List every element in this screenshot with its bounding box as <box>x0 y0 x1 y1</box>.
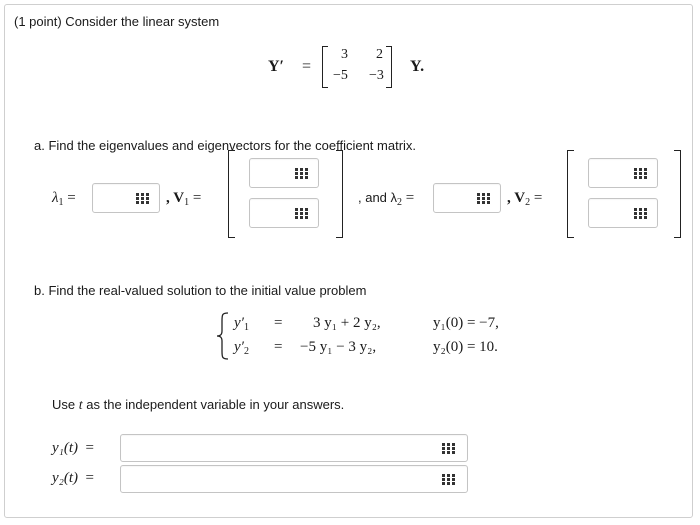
eq1-rhs: 3 y₁ + 2 y₂, <box>313 315 381 331</box>
matrix-entry-r1c2: 2 <box>376 47 383 62</box>
y-vector-symbol: Y. <box>410 58 425 75</box>
y1-label: y₁(t) = <box>52 440 94 456</box>
grid-icon[interactable] <box>629 162 653 184</box>
v2-bottom-input[interactable] <box>588 198 658 228</box>
eq2-lhs: $y'_2$ <box>234 339 249 357</box>
matrix-entry-r1c1: 3 <box>341 47 348 62</box>
part-a-prompt: a. Find the eigenvalues and eigenvectors for the coefficient matrix. <box>34 138 417 153</box>
y-prime-symbol: Y′ <box>268 58 285 75</box>
v2-top-input[interactable] <box>588 158 658 188</box>
lambda1-label: $\lambda_1$ = <box>52 190 76 208</box>
system-brace <box>216 311 230 361</box>
question-header: (1 point) Consider the linear system <box>14 14 220 29</box>
v1-top-input[interactable] <box>249 158 319 188</box>
grid-icon[interactable] <box>437 468 461 490</box>
grid-icon[interactable] <box>472 187 496 209</box>
y1-input[interactable] <box>120 434 468 462</box>
eq2-initial-condition: y₂(0) = 10. <box>433 339 498 355</box>
grid-icon[interactable] <box>437 437 461 459</box>
lambda1-input[interactable] <box>92 183 160 213</box>
lambda2-label: , and $\lambda_2$ = <box>358 190 415 208</box>
y2-input[interactable] <box>120 465 468 493</box>
y2-label: y₂(t) = <box>52 470 94 486</box>
eq1-equals: = <box>274 315 283 331</box>
grid-icon[interactable] <box>290 162 314 184</box>
v2-bracket-right <box>674 150 681 238</box>
v1-bracket-right <box>336 150 343 238</box>
part-b-prompt: b. Find the real-valued solution to the initial value problem <box>34 283 367 298</box>
matrix-entry-r2c2: −3 <box>369 68 384 83</box>
lambda2-input[interactable] <box>433 183 501 213</box>
v1-bottom-input[interactable] <box>249 198 319 228</box>
matrix-bracket-left <box>322 46 328 88</box>
v2-label: , $V_2$ = <box>507 190 543 208</box>
v2-bracket-left <box>567 150 574 238</box>
matrix-bracket-right <box>386 46 392 88</box>
eq2-rhs: −5 y₁ − 3 y₂, <box>300 339 377 355</box>
eq2-equals: = <box>274 339 283 355</box>
system-equals: = <box>302 58 312 75</box>
grid-icon[interactable] <box>131 187 155 209</box>
matrix-entry-r2c1: −5 <box>333 68 348 83</box>
independent-variable-note: Use t as the independent variable in your answers. <box>52 397 345 413</box>
v1-bracket-left <box>228 150 235 238</box>
grid-icon[interactable] <box>290 202 314 224</box>
grid-icon[interactable] <box>629 202 653 224</box>
eq1-initial-condition: y₁(0) = −7, <box>433 315 499 331</box>
eq1-lhs: $y'_1$ <box>234 315 249 333</box>
v1-label: , $V_1$ = <box>166 190 202 208</box>
